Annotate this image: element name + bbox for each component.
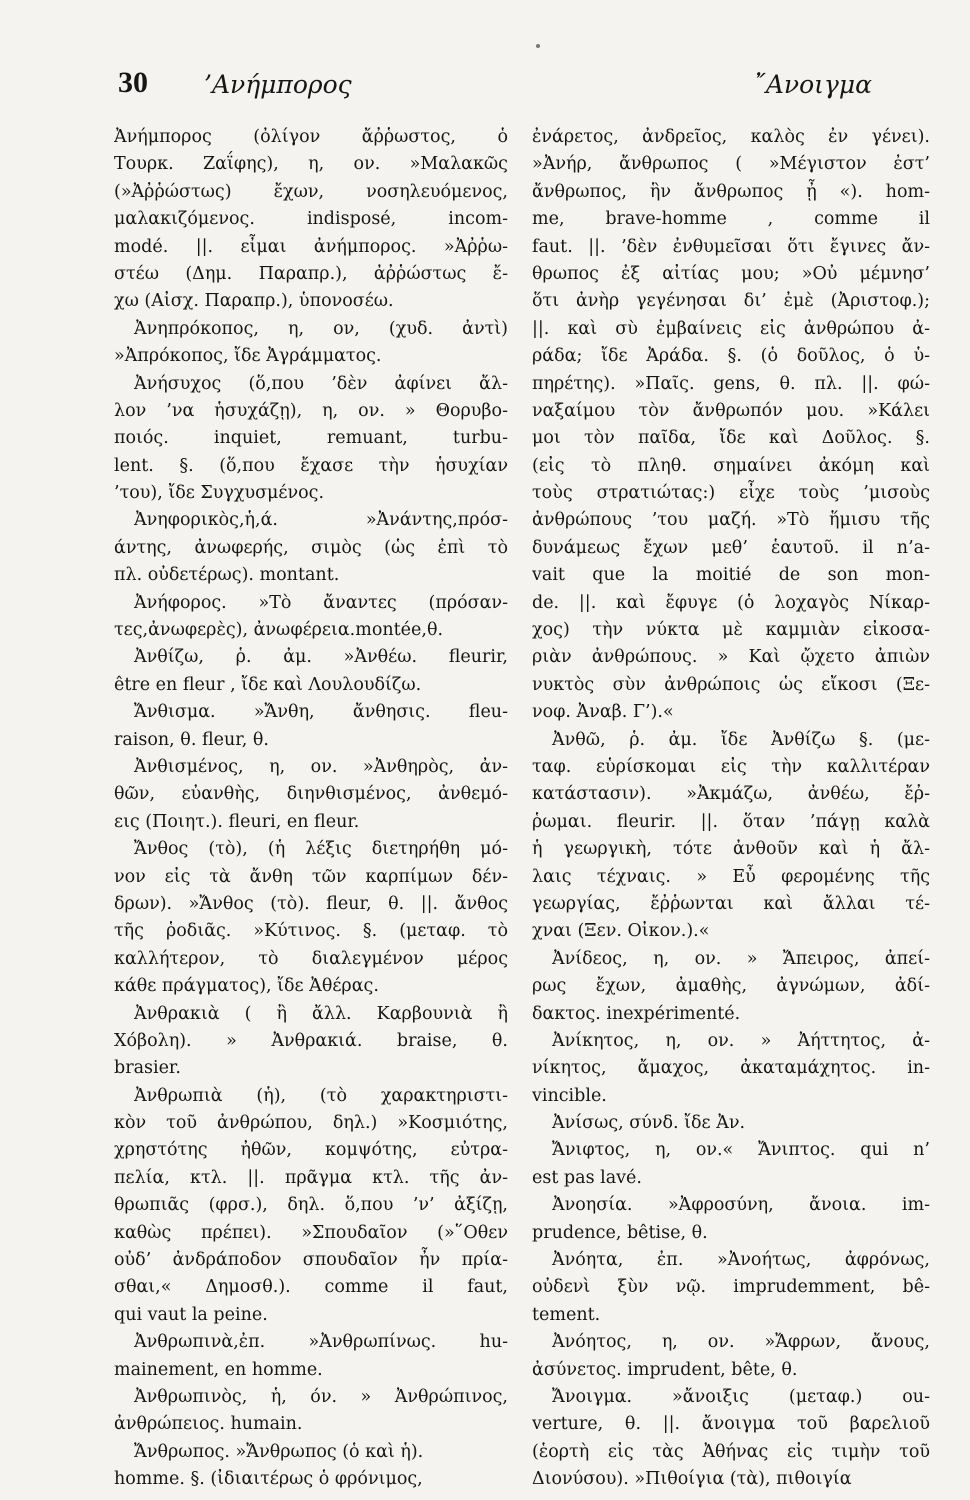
dictionary-line: πελία, κτλ. ||. πρᾶγμα κτλ. τῆς ἀν- [114, 1167, 508, 1188]
dictionary-line: καλλήτερον, τὸ διαλεγμένον μέρος [114, 948, 508, 969]
dictionary-line: Ἀνήσυχος (ὅ,που ’δὲν ἀφίνει ἄλ- [134, 373, 508, 394]
dictionary-line: στέω (Δημ. Παραπρ.), ἀῤῥώστως ἔ- [114, 263, 508, 284]
dictionary-line: χος) τὴν νύκτα μὲ καμμιὰν εἰκοσα- [532, 620, 930, 641]
dictionary-line: λον ’να ἡσυχάζῃ), η, ον. » Θορυβο- [114, 400, 508, 421]
dictionary-line: Ἀνοησία. »Ἀφροσύνη, ἄνοια. im- [552, 1195, 930, 1216]
dictionary-line: me, brave-homme , comme il [532, 209, 930, 230]
dictionary-line: Ἄνθισμα. »Ἄνθη, ἄνθησις. fleu- [134, 702, 508, 723]
dictionary-line: modé. ||. εἶμαι ἀνήμπορος. »Ἀῤῥω- [114, 236, 508, 257]
dictionary-line: τοὺς στρατιώτας:) εἶχε τοὺς ’μισοὺς [532, 483, 930, 504]
dictionary-line: τες,ἀνωφερὲς), ἀνωφέρεια.montée,θ. [114, 620, 444, 641]
left-column [114, 124, 508, 1494]
dictionary-line: Ἀνηπρόκοπος, η, ον, (χυδ. ἀντὶ) [134, 318, 508, 339]
dictionary-line: qui vaut la peine. [114, 1304, 268, 1325]
dictionary-line: καθὼς πρέπει). »Σπουδαῖον (»῞Οθεν [114, 1222, 508, 1243]
dictionary-line: πλ. οὐδετέρως). montant. [114, 565, 340, 586]
dictionary-line: »Ἀνήρ, ἄνθρωπος ( »Μέγιστον ἐστ’ [532, 154, 930, 175]
dictionary-line: οὐδ’ ἀνδράποδον σπουδαῖον ἦν πρία- [114, 1250, 508, 1271]
dictionary-line: άντης, ἀνωφερής, σιμὸς (ὡς ἐπὶ τὸ [114, 537, 508, 558]
dictionary-line: λαις τέχναις. » Εὖ φερομένης τῆς [532, 866, 930, 887]
dictionary-line: κάθε πράγματος), ἴδε Ἀθέρας. [114, 976, 379, 997]
dictionary-line: γεωργίας, ἔῤῥωνται καὶ ἄλλαι τέ- [532, 893, 930, 914]
dictionary-line: Ἀνόητα, ἐπ. »Ἀνοήτως, ἀφρόνως, [552, 1250, 930, 1271]
dictionary-line: homme. §. (ἰδιαιτέρως ὁ φρόνιμος, [114, 1469, 423, 1490]
dictionary-line: ἐνάρετος, ἀνδρεῖος, καλὸς ἐν γένει). [532, 127, 930, 147]
print-speck [536, 44, 540, 48]
dictionary-line: Ἀνήφορος. »Τὸ ἄναντες (πρόσαν- [134, 592, 508, 613]
dictionary-line: de. ||. καὶ ἔφυγε (ὁ λοχαγὸς Νίκαρ- [532, 592, 930, 613]
right-running-head: ῎Ανοιγμα [753, 70, 872, 99]
dictionary-line: être en fleur , ἴδε καὶ Λουλουδίζω. [114, 674, 422, 695]
dictionary-line: Ἀνθρωπινὸς, ἡ, όν. » Ἀνθρώπινος, [134, 1386, 508, 1407]
dictionary-line: Ἀνίσως, σύνδ. ἴδε Ἀν. [552, 1113, 746, 1134]
dictionary-line: τῆς ῥοδιᾶς. »Κύτινος. §. (μεταφ. τὸ [114, 921, 508, 942]
dictionary-line: Ἀνθρωπινὰ,ἐπ. »Ἀνθρωπίνως. hu- [134, 1332, 508, 1353]
dictionary-line: Ἀνθρακιὰ ( ἢ ἄλλ. Καρβουνιὰ ἢ [134, 1003, 508, 1024]
dictionary-line: »Ἀπρόκοπος, ἴδε Ἀγράμματος. [114, 346, 382, 367]
dictionary-line: πηρέτης). »Παῖς. gens, θ. πλ. ||. φώ- [532, 373, 930, 394]
dictionary-line: ταφ. εὑρίσκομαι εἰς τὴν καλλιτέραν [532, 756, 930, 777]
dictionary-line: mainement, en homme. [114, 1359, 323, 1380]
dictionary-line: Ἀνθίζω, ῥ. ἀμ. »Ἀνθέω. fleurir, [134, 647, 508, 668]
right-column [532, 124, 930, 1494]
dictionary-line: ὅτι ἀνὴρ γεγένησαι δι’ ἐμὲ (Ἀριστοφ.); [532, 291, 930, 312]
dictionary-line: θῶν, εὐανθὴς, διηνθισμένος, ἀνθεμό- [114, 784, 508, 805]
dictionary-line: (»Ἀῤῥώστως) ἔχων, νοσηλευόμενος, [114, 181, 508, 202]
dictionary-line: Διονύσου). »Πιθοίγια (τὰ), πιθοιγία [532, 1469, 852, 1490]
dictionary-line: est pas lavé. [532, 1167, 642, 1188]
dictionary-line: prudence, bêtise, θ. [532, 1222, 708, 1243]
dictionary-line: Χόβολη). » Ἀνθρακιά. braise, θ. [114, 1030, 508, 1051]
dictionary-line: νυκτὸς σὺν ἀνθρώποις ὡς εἴκοσι (Ξε- [532, 674, 930, 695]
dictionary-line: ’του), ἴδε Συγχυσμένος. [114, 483, 325, 504]
dictionary-line: ἄνθρωπος, ἣν ἄνθρωπος ᾖ «). hom- [532, 181, 930, 202]
dictionary-line: δακτος. inexpérimenté. [532, 1003, 741, 1024]
dictionary-line: νον εἰς τὰ ἄνθη τῶν καρπίμων δέν- [114, 866, 508, 887]
dictionary-line: ράδα; ἴδε Ἀράδα. §. (ὁ δοῦλος, ὁ ὑ- [532, 346, 930, 367]
dictionary-line: Ἄνιφτος, η, ον.« Ἄνιπτος. qui n’ [552, 1140, 930, 1161]
dictionary-line: Ἀνόητος, η, ον. »Ἄφρων, ἄνους, [552, 1332, 930, 1353]
dictionary-line: νίκητος, ἄμαχος, ἀκαταμάχητος. in- [532, 1058, 930, 1079]
page-number: 30 [118, 66, 148, 99]
dictionary-line: ποιός. inquiet, remuant, turbu- [114, 428, 508, 449]
dictionary-line: lent. §. (ὅ,που ἔχασε τὴν ἡσυχίαν [114, 455, 508, 476]
dictionary-line: Ἀνίδεος, η, ον. » Ἄπειρος, ἀπεί- [552, 948, 930, 969]
dictionary-line: ἀσύνετος. imprudent, bête, θ. [532, 1359, 798, 1380]
dictionary-line: ρως ἔχων, ἀμαθὴς, ἀγνώμων, ἀδί- [532, 976, 930, 997]
dictionary-line: raison, θ. fleur, θ. [114, 729, 269, 750]
dictionary-line: θρωπος ἐξ αἰτίας μου; »Οὐ μέμνησ’ [532, 263, 930, 284]
dictionary-line: θρωπιᾶς (φρσ.), δηλ. ὅ,που ’ν’ ἀξίζῃ, [114, 1195, 508, 1216]
dictionary-line: μοι τὸν παῖδα, ἴδε καὶ Δοῦλος. §. [532, 428, 930, 449]
dictionary-line: ῥωμαι. fleurir. ||. ὅταν ’πάγῃ καλὰ [532, 811, 930, 832]
dictionary-line: οὐδενὶ ξὺν νῷ. imprudemment, bê- [532, 1277, 930, 1298]
dictionary-line: σθαι,« Δημοσθ.). comme il faut, [114, 1277, 508, 1298]
dictionary-line: brasier. [114, 1058, 181, 1079]
dictionary-line: Ἄνθρωπος. »Ἄνθρωπος (ὁ καὶ ἡ). [134, 1441, 424, 1462]
dictionary-line: Ἀνθισμένος, η, ον. »Ἀνθηρὸς, ἀν- [134, 756, 508, 777]
dictionary-line: vait que la moitié de son mon- [532, 565, 930, 586]
dictionary-line: εις (Ποιητ.). fleuri, en fleur. [114, 811, 360, 832]
dictionary-line: faut. ||. ’δὲν ἐνθυμεῖσαι ὅτι ἔγινες ἄν- [532, 236, 930, 257]
dictionary-line: Ἀνίκητος, η, ον. » Ἀήττητος, ἀ- [552, 1030, 930, 1051]
dictionary-line: χναι (Ξεν. Οἰκον.).« [532, 921, 710, 942]
dictionary-line: κατάστασιν). »Ἀκμάζω, ἀνθέω, ἔῤ- [532, 784, 930, 805]
dictionary-line: δυνάμεως ἔχων μεθ’ ἑαυτοῦ. il n’a- [532, 537, 930, 558]
dictionary-line: χω (Αἰσχ. Παραπρ.), ὑπονοσέω. [114, 291, 394, 312]
dictionary-line: tement. [532, 1304, 601, 1325]
page-header [112, 62, 872, 112]
dictionary-line: Ἀνήμπορος (ὀλίγον ἄῤῥωστος, ὁ [114, 127, 508, 147]
dictionary-line: Ἄνθος (τὸ), (ἡ λέξις διετηρήθη μό- [134, 839, 508, 860]
dictionary-line: ἀνθρώπειος. humain. [114, 1414, 303, 1435]
dictionary-line: Τουρκ. Ζαΐφης), η, ον. »Μαλακῶς [114, 154, 508, 175]
dictionary-line: ἀνθρώπους ’του μαζή. »Τὸ ἥμισυ τῆς [532, 510, 930, 531]
dictionary-line: verture, θ. ||. ἄνοιγμα τοῦ βαρελιοῦ [532, 1414, 930, 1435]
dictionary-line: Ἀνθρωπιὰ (ἡ), (τὸ χαρακτηριστι- [134, 1085, 508, 1106]
dictionary-line: (ἑορτὴ εἰς τὰς Ἀθήνας εἰς τιμὴν τοῦ [532, 1441, 930, 1462]
dictionary-line: Ἀνθῶ, ῥ. ἀμ. ἴδε Ἀνθίζω §. (με- [552, 729, 930, 750]
dictionary-line: δρων). »Ἄνθος (τὸ). fleur, θ. ||. ἄνθος [114, 893, 508, 914]
dictionary-line: ριὰν ἀνθρώπους. » Καὶ ᾤχετο ἀπιὼν [532, 647, 930, 668]
dictionary-line: ἡ γεωργικὴ, τότε ἀνθοῦν καὶ ἡ ἄλ- [532, 839, 930, 860]
dictionary-line: νοφ. Ἀναβ. Γ’).« [532, 702, 674, 723]
dictionary-line: Ἀνηφορικὸς,ἡ,ά. »Ἀνάντης,πρόσ- [134, 510, 508, 531]
dictionary-line: Ἄνοιγμα. »ἄνοιξις (μεταφ.) ou- [552, 1386, 930, 1407]
dictionary-line: μαλακιζόμενος. indisposé, incom- [114, 209, 508, 230]
dictionary-line: χρηστότης ἠθῶν, κομψότης, εὐτρα- [114, 1140, 508, 1161]
dictionary-line: ||. καὶ σὺ ἐμβαίνεις εἰς ἀνθρώπου ἀ- [532, 318, 930, 339]
dictionary-line: vincible. [532, 1085, 607, 1106]
dictionary-line: κὸν τοῦ ἀνθρώπου, δηλ.) »Κοσμιότης, [114, 1113, 508, 1134]
dictionary-line: (εἰς τὸ πληθ. σημαίνει ἀκόμη καὶ [532, 455, 930, 476]
dictionary-line: ναξαίμου τὸν ἄνθρωπόν μου. »Κάλει [532, 400, 930, 421]
left-running-head: ’Ανήμπορος [204, 70, 352, 99]
